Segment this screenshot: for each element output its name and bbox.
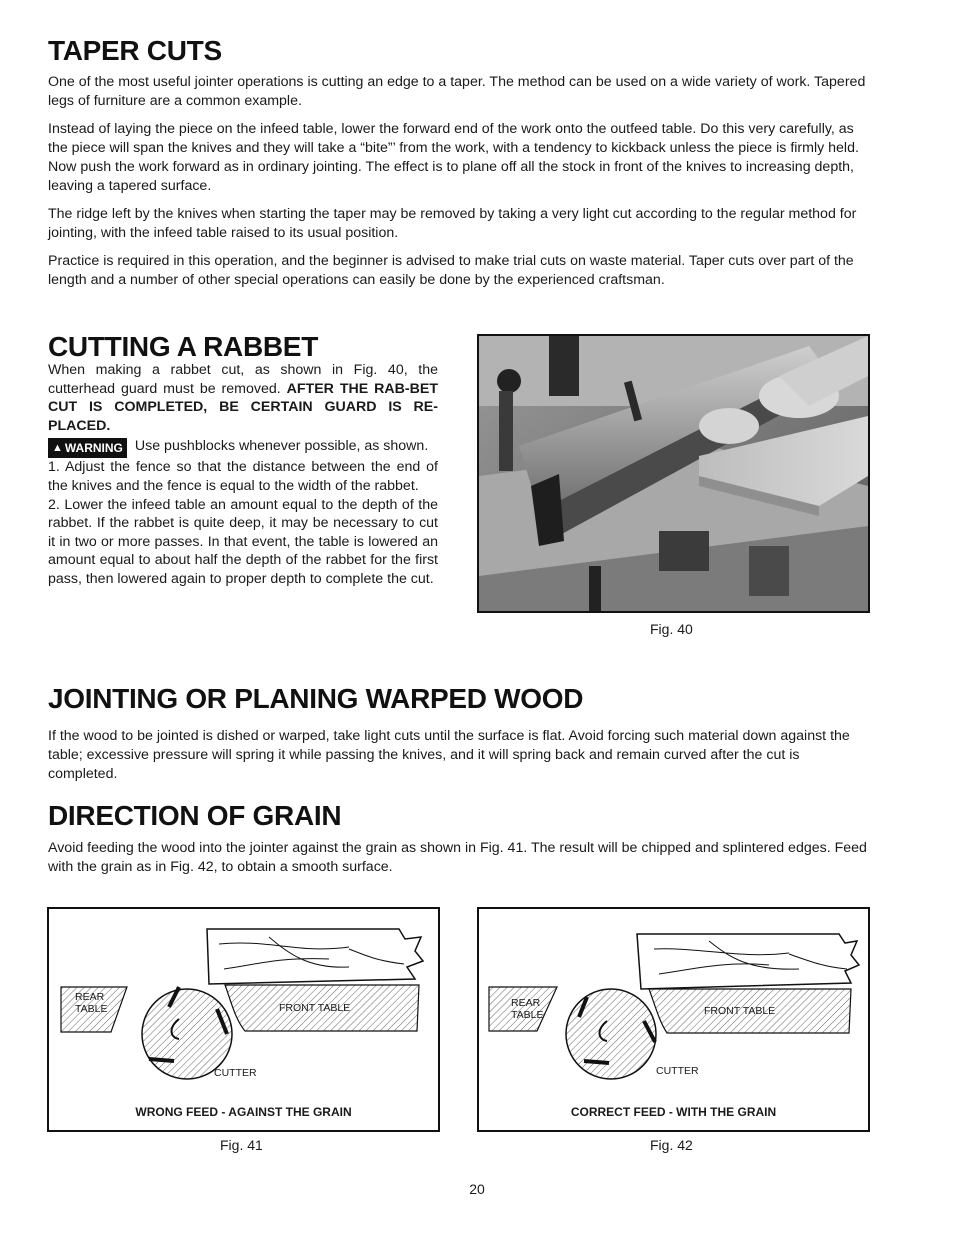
rabbet-intro [48, 361, 438, 435]
taper-para-1: One of the most useful jointer operations is cutting an edge to a taper. The method can be used on a wide variety of work. Tapered legs of furniture are a common example. [48, 74, 866, 109]
page-number: 20 [469, 1181, 485, 1197]
taper-para-3: The ridge left by the knives when starting the taper may be removed by taking a very light cut according to the regular method for jointing, with the infeed table raised to its usual position. [48, 206, 857, 241]
warped-wood-heading: JOINTING OR PLANING WARPED WOOD [48, 683, 584, 714]
front-table-label: FRONT TABLE [279, 1002, 351, 1014]
warning-label: WARNING [64, 441, 123, 456]
rabbet-step-1: 1. Adjust the fence so that the distance between the end of the knives and the fence is equal to the width of the rabbet. [48, 459, 438, 494]
grain-para-1: Avoid feeding the wood into the jointer against the grain as shown in Fig. 41. The result will be chipped and splintered edges. Feed with the grain as in Fig. 42, to obtain a smooth surface. [48, 840, 867, 875]
jointer-photo-illustration [479, 336, 868, 611]
wrong-feed-caption: WRONG FEED - AGAINST THE GRAIN [135, 1105, 352, 1119]
rabbet-body [48, 361, 438, 589]
taper-para-4: Practice is required in this operation, and the beginner is advised to make trial cuts on waste material. Taper cuts over part of the length and a number of other special operations can easily be done by the experienced craftsman. [48, 253, 854, 288]
fig-42-caption: Fig. 42 [650, 1137, 693, 1153]
warning-triangle-icon: ▲ [52, 442, 63, 455]
fig-42-diagram [477, 907, 870, 1132]
front-table-label: FRONT TABLE [704, 1005, 776, 1017]
rabbet-caution: AFTER THE RAB-BET CUT IS COMPLETED, BE CERTAIN GUARD IS RE-PLACED. [48, 380, 438, 434]
fig-41-diagram [47, 907, 440, 1132]
cutter-label: CUTTER [656, 1065, 699, 1077]
taper-cuts-heading: TAPER CUTS [48, 35, 222, 66]
rear-table-label-line-1: REAR [75, 991, 105, 1003]
taper-cuts-body [48, 73, 870, 290]
warning-text: Use pushblocks whenever possible, as shown. [134, 438, 429, 455]
warped-para-1: If the wood to be jointed is dished or warped, take light cuts until the surface is flat. Avoid forcing such material down against the table; excessive pressure will spring it while passing the knives, and it will spring back and remain curved after the cut is completed. [48, 728, 850, 782]
direction-grain-heading: DIRECTION OF GRAIN [48, 800, 342, 831]
cutting-rabbet-heading: CUTTING A RABBET [48, 331, 318, 362]
rear-table-label [511, 997, 543, 1021]
rabbet-step-2: 2. Lower the infeed table an amount equal to the depth of the rabbet. If the rabbet is quite deep, it may be necessary to cut it in two or more passes. In that event, the table is lowered an amount equal to about half the depth of the rabbet for the first pass, then lowered again to proper depth to complete the cut. [48, 496, 438, 587]
cutter-label: CUTTER [214, 1067, 257, 1079]
rear-table-label-line-2: TABLE [75, 1003, 108, 1015]
rabbet-intro-text: When making a rabbet cut, as shown in Fig. 40, the cutterhead guard must be removed. [48, 362, 438, 397]
direction-grain-body [48, 839, 870, 877]
rear-table-label [75, 991, 107, 1015]
wrong-feed-illustration [49, 909, 438, 1130]
rear-table-label-line-1: REAR [511, 997, 541, 1009]
warped-wood-body [48, 727, 870, 784]
warning-row [48, 437, 438, 458]
fig-41-caption: Fig. 41 [220, 1137, 263, 1153]
taper-para-2: Instead of laying the piece on the infeed table, lower the forward end of the work onto the outfeed table. Do this very carefully, as the piece will span the knives and they will take a “bite”’ from the work, with a tendency to kickback unless the piece is firmly held. Now push the work forward as in ordinary jointing. The effect is to plane off all the stock in front of the knives to increasing depth, leaving a tapered surface. [48, 121, 859, 194]
fig-40-caption: Fig. 40 [650, 621, 693, 637]
correct-feed-caption: CORRECT FEED - WITH THE GRAIN [570, 1105, 777, 1119]
rear-table-label-line-2: TABLE [511, 1009, 544, 1021]
warning-badge [48, 438, 127, 458]
fig-40-photo [477, 334, 870, 613]
